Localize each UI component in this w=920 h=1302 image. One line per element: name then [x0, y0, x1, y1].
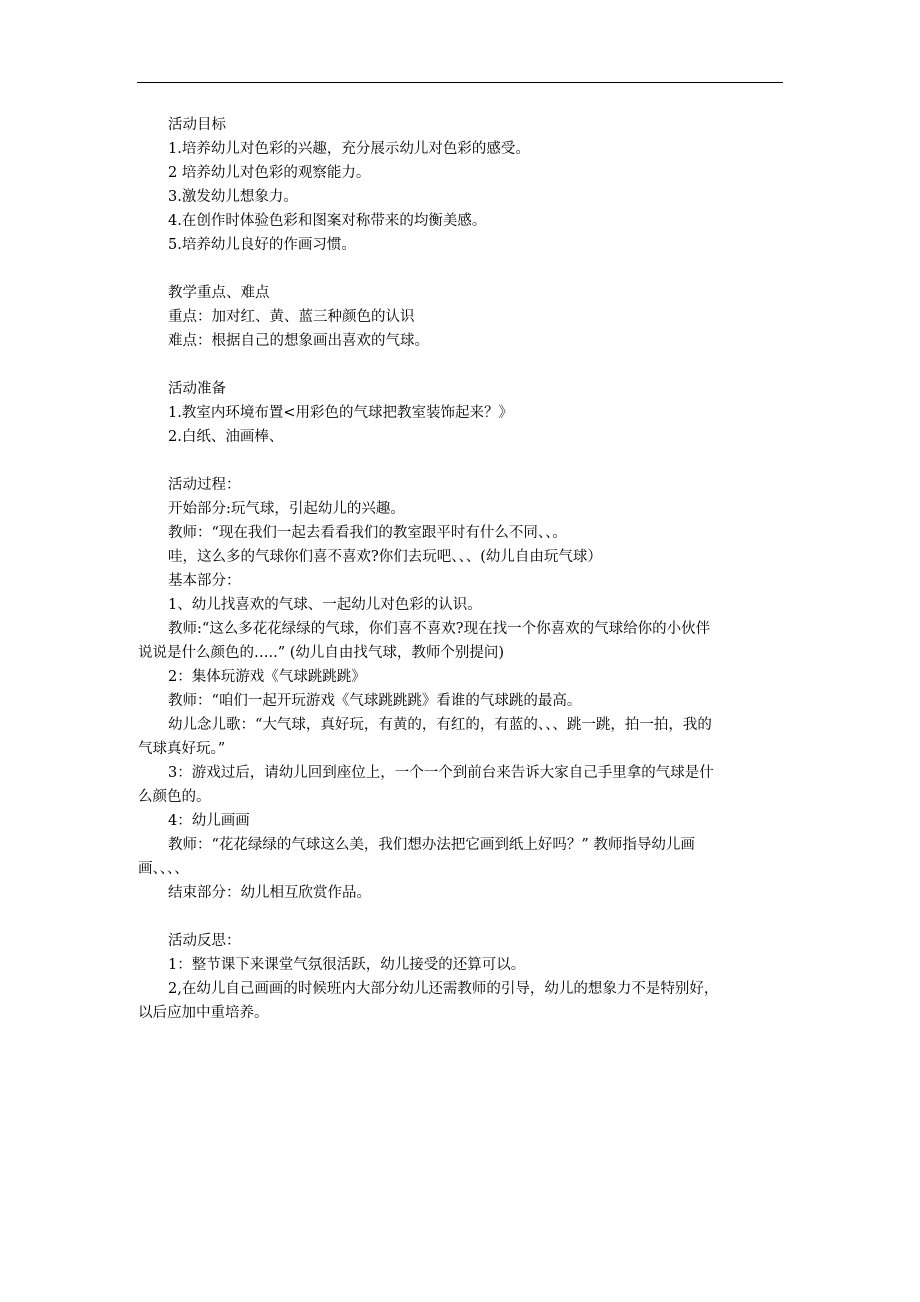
goal-item-2: 2 培养幼儿对色彩的观察能力。	[168, 165, 371, 181]
goal-item-5: 5.培养幼儿良好的作画习惯。	[168, 237, 356, 253]
header-rule	[137, 82, 783, 83]
spacer	[168, 257, 794, 281]
process-line: 开始部分:玩气球，引起幼儿的兴趣。	[168, 501, 405, 517]
process-line-continued: 画、、、、	[138, 861, 189, 877]
process-line: 教师：“花花绿绿的气球这么美，我们想办法把它画到纸上好吗？” 教师指导幼儿画	[168, 837, 695, 853]
process-line: 1、幼儿找喜欢的气球、一起幼儿对色彩的认识。	[168, 597, 482, 613]
process-line: 4：幼儿画画	[168, 813, 250, 829]
goal-item-1: 1.培养幼儿对色彩的兴趣，充分展示幼儿对色彩的感受。	[168, 141, 530, 157]
reflection-line: 1：整节课下来课堂气氛很活跃，幼儿接受的还算可以。	[168, 957, 526, 973]
process-line-continued: 么颜色的。	[138, 789, 211, 805]
section-heading-reflection: 活动反思：	[168, 933, 241, 949]
reflection-line: 2,在幼儿自己画画的时候班内大部分幼儿还需教师的引导，幼儿的想象力不是特别好，	[168, 981, 719, 997]
section-heading-process: 活动过程：	[168, 477, 241, 493]
goal-item-3: 3.激发幼儿想象力。	[168, 189, 298, 205]
preparation-item-2: 2.白纸、油画棒、	[168, 429, 284, 445]
goal-item-4: 4.在创作时体验色彩和图案对称带来的均衡美感。	[168, 213, 487, 229]
section-heading-goals: 活动目标	[168, 117, 226, 133]
process-line: 教师：“咱们一起开玩游戏《气球跳跳跳》看谁的气球跳的最高。	[168, 693, 582, 709]
process-line: 幼儿念儿歌：“大气球，真好玩，有黄的，有红的，有蓝的、、、跳一跳，拍一拍，我的	[168, 717, 712, 733]
process-line: 教师：“现在我们一起去看看我们的教室跟平时有什么不同、、。	[168, 525, 567, 541]
process-line: 结束部分：幼儿相互欣赏作品。	[168, 885, 371, 901]
section-heading-preparation: 活动准备	[168, 381, 226, 397]
spacer	[168, 353, 794, 377]
process-line: 基本部分：	[168, 573, 241, 589]
section-heading-key-points: 教学重点、难点	[168, 285, 270, 301]
document-body	[138, 113, 794, 1025]
spacer	[168, 449, 794, 473]
difficult-point: 难点：根据自己的想象画出喜欢的气球。	[168, 333, 429, 349]
process-line: 3：游戏过后，请幼儿回到座位上，一个一个到前台来告诉大家自己手里拿的气球是什	[168, 765, 714, 781]
preparation-item-1: 1.教室内环境布置<用彩色的气球把教室装饰起来？》	[168, 405, 513, 421]
key-point: 重点：加对红、黄、蓝三种颜色的认识	[168, 309, 415, 325]
reflection-line-continued: 以后应加中重培养。	[138, 1005, 269, 1021]
process-line: 2：集体玩游戏《气球跳跳跳》	[168, 669, 366, 685]
process-line-continued: 说说是什么颜色的…..” (幼儿自由找气球，教师个别提问)	[138, 645, 505, 661]
process-line: 哇，这么多的气球你们喜不喜欢?你们去玩吧、、、(幼儿自由玩气球）	[168, 549, 602, 565]
process-line: 教师:“这么多花花绿绿的气球，你们喜不喜欢?现在找一个你喜欢的气球给你的小伙伴	[168, 621, 711, 637]
spacer	[168, 905, 794, 929]
process-line-continued: 气球真好玩。”	[138, 741, 226, 757]
